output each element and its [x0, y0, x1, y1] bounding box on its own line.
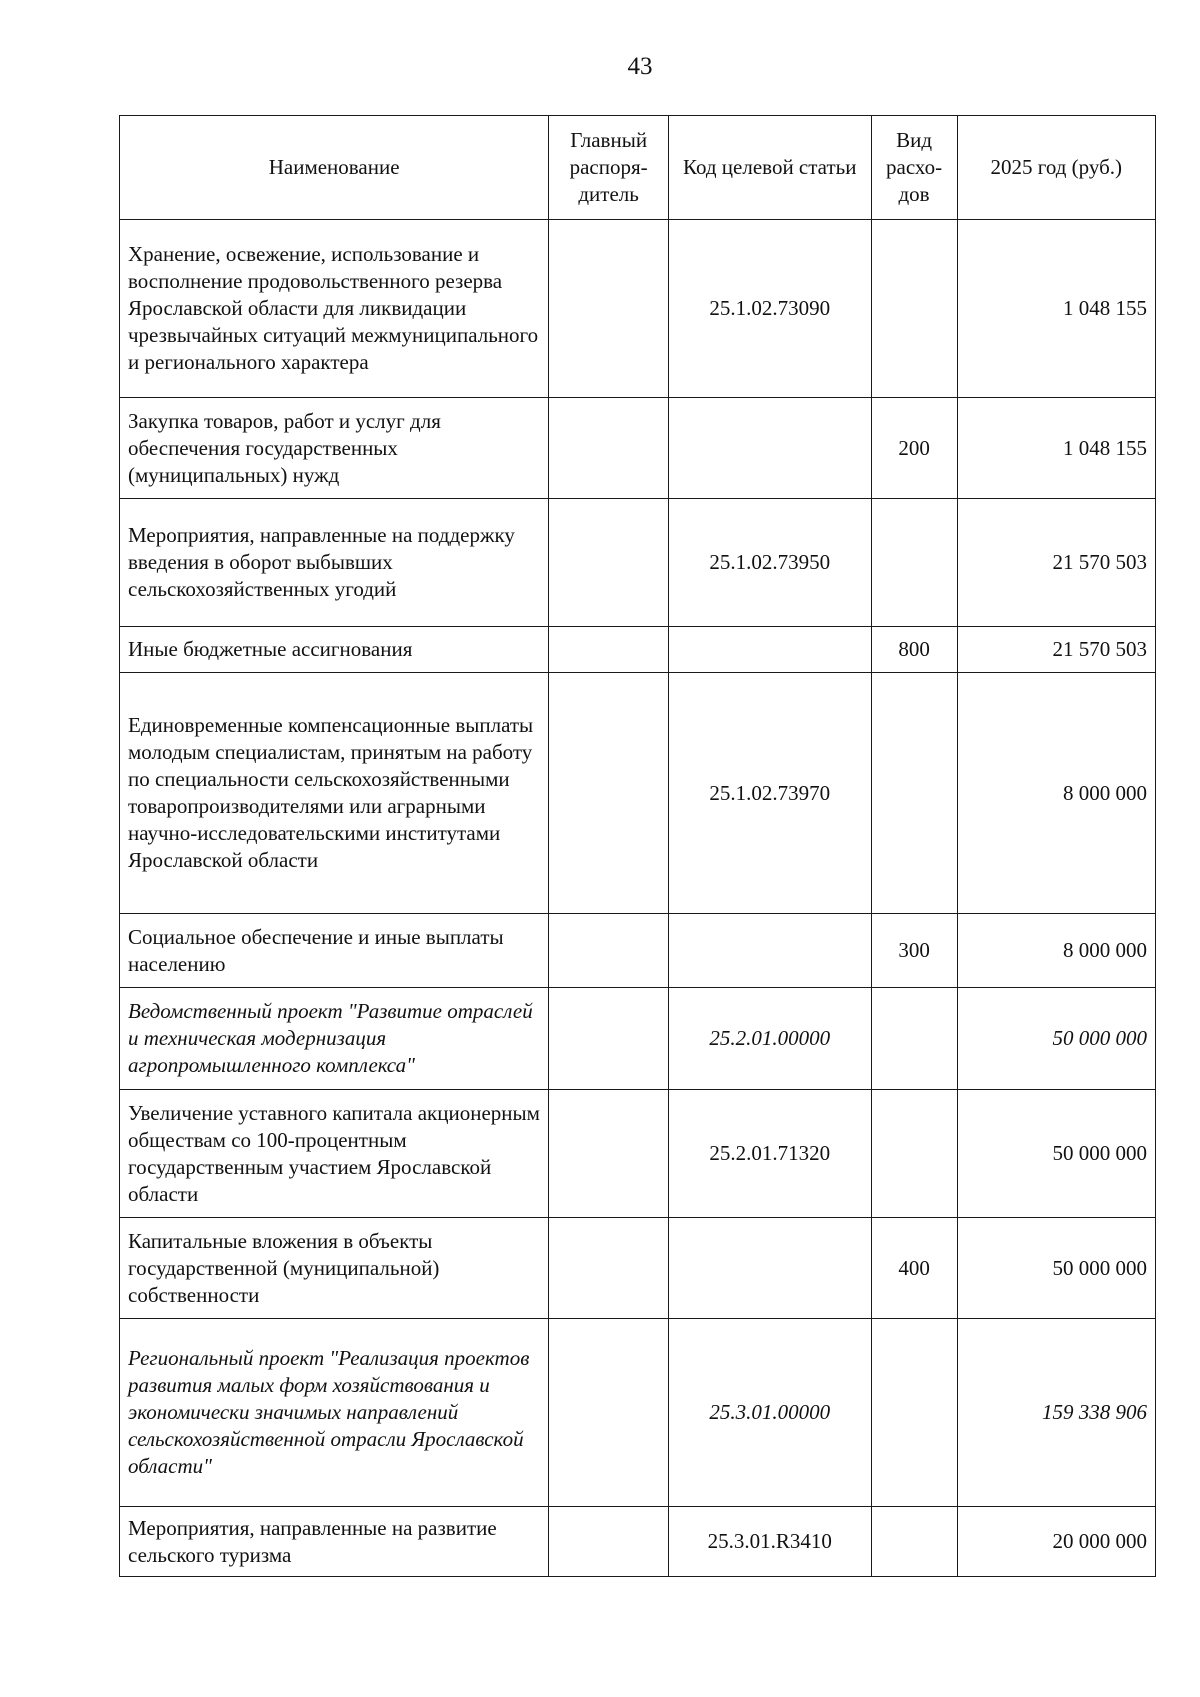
table-row	[120, 1090, 1156, 1218]
cell-amount: 8 000 000	[957, 673, 1155, 914]
cell-name: Капитальные вложения в объекты государственной (муниципальной) собственности	[120, 1218, 549, 1319]
cell-amount: 1 048 155	[957, 398, 1155, 499]
cell-kind: 200	[871, 398, 957, 499]
cell-amount: 1 048 155	[957, 220, 1155, 398]
cell-amount: 8 000 000	[957, 914, 1155, 988]
cell-manager	[549, 398, 669, 499]
cell-name: Региональный проект "Реализация проектов развития малых форм хозяйствования и экономически значимых направлений сельскохозяйственной отрасли Ярославской области"	[120, 1319, 549, 1507]
cell-amount: 21 570 503	[957, 627, 1155, 673]
cell-amount: 21 570 503	[957, 499, 1155, 627]
cell-code: 25.1.02.73970	[668, 673, 871, 914]
cell-kind: 300	[871, 914, 957, 988]
cell-amount: 20 000 000	[957, 1507, 1155, 1577]
table-row	[120, 627, 1156, 673]
cell-kind	[871, 1319, 957, 1507]
cell-name: Ведомственный проект "Развитие отраслей и техническая модернизация агропромышленного комплекса"	[120, 988, 549, 1090]
cell-kind	[871, 988, 957, 1090]
cell-kind	[871, 1507, 957, 1577]
table-row	[120, 1507, 1156, 1577]
cell-code	[668, 1218, 871, 1319]
page-number: 43	[627, 53, 653, 80]
cell-name: Социальное обеспечение и иные выплаты населению	[120, 914, 549, 988]
cell-name: Закупка товаров, работ и услуг для обеспечения государственных (муниципальных) нужд	[120, 398, 549, 499]
cell-manager	[549, 673, 669, 914]
table-row	[120, 673, 1156, 914]
cell-code: 25.2.01.71320	[668, 1090, 871, 1218]
cell-amount: 159 338 906	[957, 1319, 1155, 1507]
cell-manager	[549, 1319, 669, 1507]
table-row	[120, 220, 1156, 398]
cell-kind: 800	[871, 627, 957, 673]
cell-name: Мероприятия, направленные на развитие сельского туризма	[120, 1507, 549, 1577]
header-amount: 2025 год (руб.)	[957, 116, 1155, 220]
cell-code: 25.2.01.00000	[668, 988, 871, 1090]
table-row	[120, 1319, 1156, 1507]
header-name: Наименование	[120, 116, 549, 220]
cell-manager	[549, 220, 669, 398]
header-kind: Вид расхо-дов	[871, 116, 957, 220]
cell-code	[668, 914, 871, 988]
cell-kind	[871, 499, 957, 627]
cell-kind	[871, 1090, 957, 1218]
cell-manager	[549, 499, 669, 627]
cell-code: 25.1.02.73950	[668, 499, 871, 627]
cell-manager	[549, 1090, 669, 1218]
cell-manager	[549, 1218, 669, 1319]
cell-amount: 50 000 000	[957, 988, 1155, 1090]
cell-code: 25.3.01.00000	[668, 1319, 871, 1507]
budget-table	[119, 115, 1156, 1577]
cell-manager	[549, 627, 669, 673]
cell-kind	[871, 220, 957, 398]
cell-code	[668, 398, 871, 499]
table-header-row	[120, 116, 1156, 220]
cell-name: Увеличение уставного капитала акционерным обществам со 100-процентным государственным участием Ярославской области	[120, 1090, 549, 1218]
cell-code	[668, 627, 871, 673]
cell-manager	[549, 988, 669, 1090]
table-row	[120, 1218, 1156, 1319]
cell-code: 25.3.01.R3410	[668, 1507, 871, 1577]
cell-amount: 50 000 000	[957, 1218, 1155, 1319]
cell-name: Иные бюджетные ассигнования	[120, 627, 549, 673]
table-row	[120, 914, 1156, 988]
table-row	[120, 398, 1156, 499]
cell-kind	[871, 673, 957, 914]
cell-amount: 50 000 000	[957, 1090, 1155, 1218]
table-row	[120, 499, 1156, 627]
cell-code: 25.1.02.73090	[668, 220, 871, 398]
cell-name: Мероприятия, направленные на поддержку введения в оборот выбывших сельскохозяйственных угодий	[120, 499, 549, 627]
header-code: Код целевой статьи	[668, 116, 871, 220]
header-manager: Главный распоря-дитель	[549, 116, 669, 220]
cell-name: Единовременные компенсационные выплаты молодым специалистам, принятым на работу по специальности сельскохозяйственными товаропроизводителями или аграрными научно-исследовательскими институтами Ярославской области	[120, 673, 549, 914]
cell-kind: 400	[871, 1218, 957, 1319]
cell-name: Хранение, освежение, использование и восполнение продовольственного резерва Ярославской области для ликвидации чрезвычайных ситуаций межмуниципального и регионального характера	[120, 220, 549, 398]
cell-manager	[549, 1507, 669, 1577]
cell-manager	[549, 914, 669, 988]
table-row	[120, 988, 1156, 1090]
